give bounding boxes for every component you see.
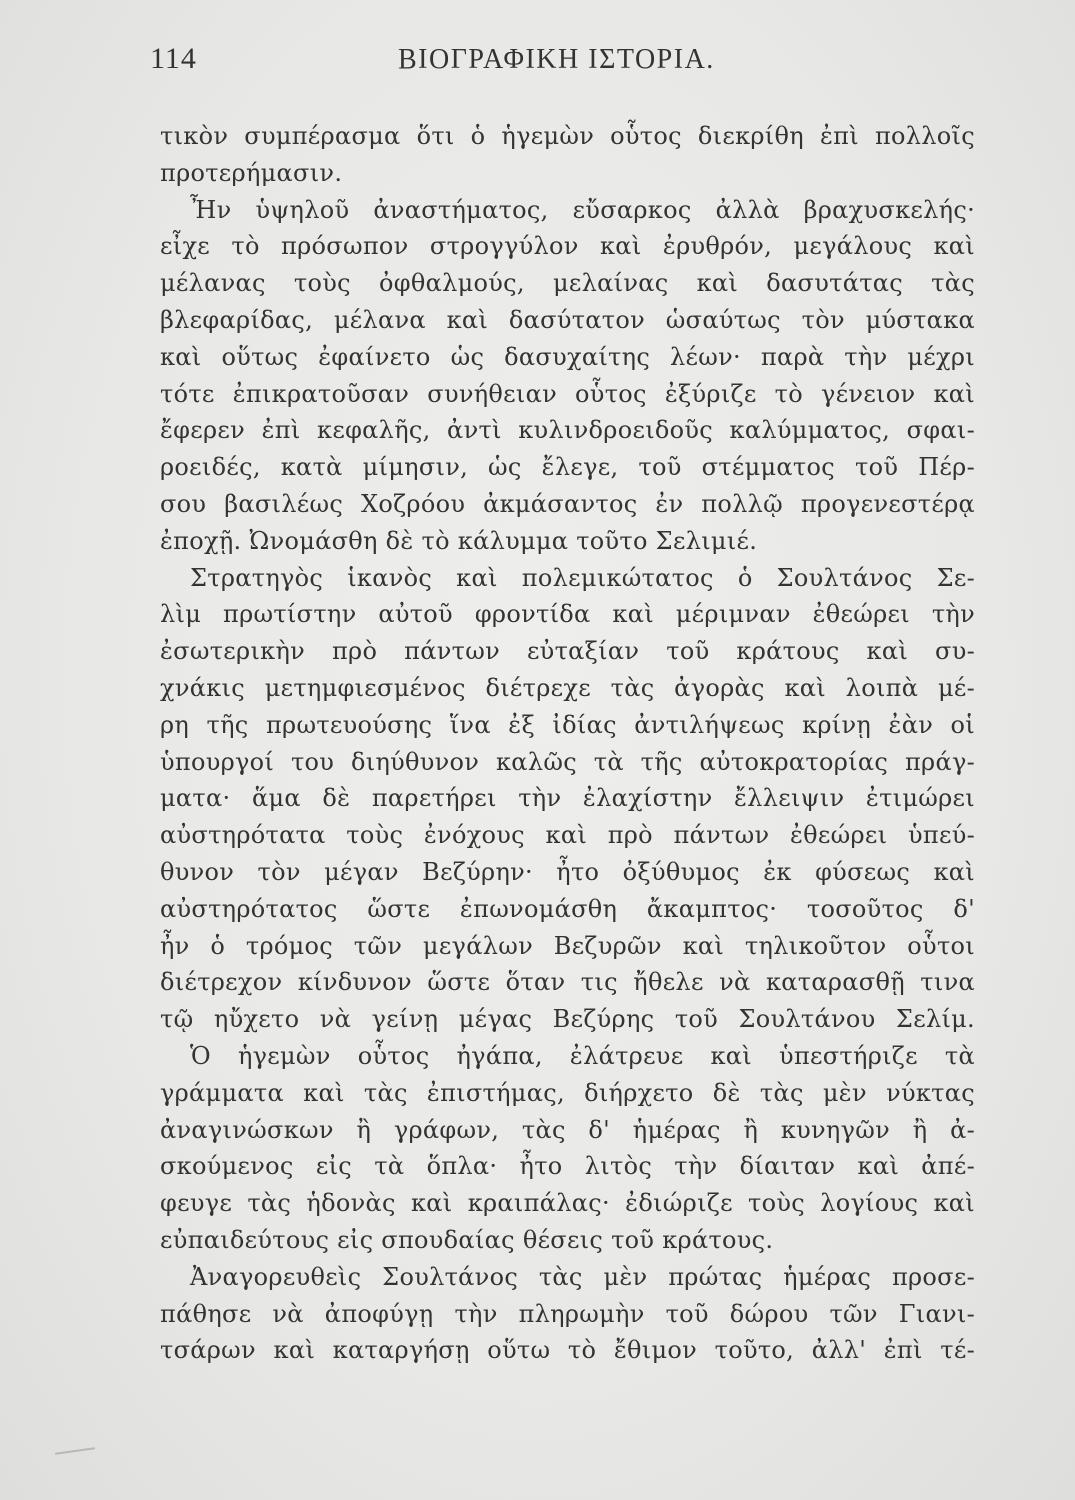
paragraph-start-line: Ἦν ὑψηλοῦ ἀναστήματος, εὔσαρκος ἀλλὰ βραχυσκελής· bbox=[190, 195, 975, 224]
text-line: προτερήμασιν. bbox=[160, 158, 343, 187]
page-number: 114 bbox=[150, 42, 197, 75]
text-line: ματα· ἅμα δὲ παρετήρει τὴν ἐλαχίστην ἔλλειψιν ἐτιμώρει bbox=[160, 784, 975, 813]
text-line: αὐστηρότατα τοὺς ἐνόχους καὶ πρὸ πάντων ἐθεώρει ὑπεύ- bbox=[160, 821, 975, 850]
running-title: ΒΙΟΓΡΑΦΙΚΗ ΙΣΤΟΡΙΑ. bbox=[398, 44, 715, 75]
text-line: φευγε τὰς ἡδονὰς καὶ κραιπάλας· ἐδιώριζε τοὺς λογίους καὶ bbox=[160, 1189, 975, 1218]
text-line: σου βασιλέως Χοζρόου ἀκμάσαντος ἐν πολλῷ προγενεστέρᾳ bbox=[160, 489, 975, 518]
text-line: τικὸν συμπέρασμα ὅτι ὁ ἡγεμὼν οὗτος διεκρίθη ἐπὶ πολλοῖς bbox=[160, 122, 975, 150]
text-line: εὐπαιδεύτους εἰς σπουδαίας θέσεις τοῦ κράτους. bbox=[160, 1225, 774, 1254]
page-header bbox=[150, 42, 950, 82]
text-line: τσάρων καὶ καταργήσῃ οὕτω τὸ ἔθιμον τοῦτο, ἀλλ' ἐπὶ τέ- bbox=[160, 1336, 975, 1365]
text-line: τότε ἐπικρατοῦσαν συνήθειαν οὗτος ἐξύριζε τὸ γένειον καὶ bbox=[160, 379, 975, 408]
body-text bbox=[160, 118, 975, 1369]
text-line: σκούμενος εἰς τὰ ὅπλα· ἦτο λιτὸς τὴν δίαιταν καὶ ἀπέ- bbox=[160, 1152, 975, 1181]
text-line: τῷ ηὔχετο νὰ γείνῃ μέγας Βεζύρης τοῦ Σουλτάνου Σελίμ. bbox=[160, 1005, 975, 1034]
text-line: ἦν ὁ τρόμος τῶν μεγάλων Βεζυρῶν καὶ τηλικοῦτον οὗτοι bbox=[160, 931, 975, 960]
text-line: εἶχε τὸ πρόσωπον στρογγύλον καὶ ἐρυθρόν, μεγάλους καὶ bbox=[160, 232, 975, 261]
text-line: διέτρεχον κίνδυνον ὥστε ὅταν τις ἤθελε νὰ καταρασθῇ τινα bbox=[160, 968, 975, 997]
text-line: ρη τῆς πρωτευούσης ἵνα ἐξ ἰδίας ἀντιλήψεως κρίνῃ ἐὰν οἱ bbox=[160, 710, 975, 739]
text-line: χνάκις μετημφιεσμένος διέτρεχε τὰς ἀγορὰς καὶ λοιπὰ μέ- bbox=[160, 673, 975, 702]
paragraph-start-line: Ἀναγορευθεὶς Σουλτάνος τὰς μὲν πρώτας ἡμέρας προσε- bbox=[190, 1262, 975, 1291]
text-line: λὶμ πρωτίστην αὐτοῦ φροντίδα καὶ μέριμναν ἐθεώρει τὴν bbox=[160, 600, 975, 629]
text-line: πάθησε νὰ ἀποφύγῃ τὴν πληρωμὴν τοῦ δώρου τῶν Γιανι- bbox=[160, 1299, 975, 1328]
text-line: καὶ οὕτως ἐφαίνετο ὡς δασυχαίτης λέων· παρὰ τὴν μέχρι bbox=[160, 342, 975, 371]
paragraph-start-line: Στρατηγὸς ἱκανὸς καὶ πολεμικώτατος ὁ Σουλτάνος Σε- bbox=[190, 563, 975, 592]
page-mark bbox=[55, 1447, 95, 1455]
text-line: ἀναγινώσκων ἢ γράφων, τὰς δ' ἡμέρας ἢ κυνηγῶν ἢ ἀ- bbox=[160, 1115, 975, 1144]
text-line: βλεφαρίδας, μέλανα καὶ δασύτατον ὡσαύτως τὸν μύστακα bbox=[160, 305, 975, 334]
text-line: ἐσωτερικὴν πρὸ πάντων εὐταξίαν τοῦ κράτους καὶ συ- bbox=[160, 637, 975, 666]
text-line: μέλανας τοὺς ὀφθαλμούς, μελαίνας καὶ δασυτάτας τὰς bbox=[160, 269, 975, 298]
text-line: ἔφερεν ἐπὶ κεφαλῆς, ἀντὶ κυλινδροειδοῦς καλύμματος, σφαι- bbox=[160, 416, 975, 445]
paragraph-start-line: Ὁ ἡγεμὼν οὗτος ἠγάπα, ἐλάτρευε καὶ ὑπεστήριζε τὰ bbox=[190, 1041, 975, 1070]
text-line: ροειδές, κατὰ μίμησιν, ὡς ἔλεγε, τοῦ στέμματος τοῦ Πέρ- bbox=[160, 453, 975, 482]
text-line: αὐστηρότατος ὥστε ἐπωνομάσθη ἄκαμπτος· τοσοῦτος δ' bbox=[160, 894, 975, 923]
text-line: γράμματα καὶ τὰς ἐπιστήμας, διήρχετο δὲ τὰς μὲν νύκτας bbox=[160, 1078, 975, 1107]
text-line: θυνον τὸν μέγαν Βεζύρην· ἦτο ὀξύθυμος ἐκ φύσεως καὶ bbox=[160, 857, 975, 886]
text-line: ὑπουργοί του διηύθυνον καλῶς τὰ τῆς αὐτοκρατορίας πράγ- bbox=[160, 747, 975, 776]
text-line: ἐποχῇ. Ὠνομάσθη δὲ τὸ κάλυμμα τοῦτο Σελιμιέ. bbox=[160, 526, 758, 555]
